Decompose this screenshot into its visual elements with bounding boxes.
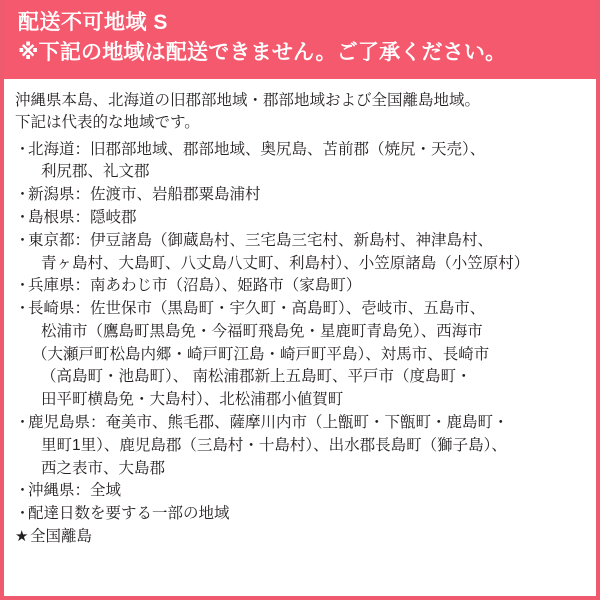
list-item-line: 田平町横島免・大島村）、北松浦郡小値賀町 — [41, 391, 344, 409]
list-item-text-nagasaki — [28, 298, 586, 412]
dot-bullet-icon: ・ — [15, 186, 31, 204]
list-item-line: （大瀬戸町松島内郷・崎戸町江島・崎戸町平島）、対馬市、長崎市 — [32, 345, 490, 363]
dot-bullet-icon: ・ — [15, 140, 31, 158]
list-item-line: 配達日数を要する一部の地域 — [28, 505, 230, 523]
list-item-line: 松浦市（鷹島町黒島免・今福町飛島免・星鹿町青島免）、西海市 — [41, 322, 483, 340]
list-item-text-hokkaido — [28, 139, 586, 185]
list-item-text-okinawa — [28, 480, 586, 503]
notice-header — [4, 0, 596, 79]
page-title: 配送不可地域 S — [18, 11, 168, 34]
region-list — [15, 139, 586, 526]
star-bullet-icon: ★ — [15, 527, 29, 545]
dot-bullet-icon: ・ — [15, 414, 31, 431]
list-item — [15, 275, 586, 298]
list-item-line: 北海道：旧郡部地域、郡部地域、奥尻島、苫前郡（焼尻・天売）、 — [28, 140, 486, 158]
list-item-text-extra-days — [28, 503, 586, 526]
list-item-text-kagoshima — [28, 412, 586, 480]
dot-bullet-icon: ・ — [15, 482, 31, 500]
dot-bullet-icon: ・ — [15, 277, 31, 295]
list-item-text-shimane — [28, 207, 586, 230]
list-item — [15, 480, 586, 503]
list-item — [15, 412, 586, 480]
list-item — [15, 139, 586, 185]
list-item-line: 兵庫県：南あわじ市（沼島）、姫路市（家島町） — [28, 277, 362, 295]
list-item-line: 利尻郡、礼文郡 — [41, 163, 150, 181]
intro-line-2: 下記は代表的な地域です。 — [15, 114, 200, 132]
list-item — [15, 230, 586, 276]
list-item-text-tokyo — [28, 230, 586, 276]
dot-bullet-icon: ・ — [15, 300, 31, 318]
dot-bullet-icon: ・ — [15, 505, 31, 523]
list-item — [15, 298, 586, 412]
page-subtitle: ※下記の地域は配送できません。ご了承ください。 — [18, 41, 507, 65]
list-item-line: （高島町・池島町）、 南松浦郡新上五島町、平戸市（度島町・ — [41, 368, 472, 386]
list-item-line: 長崎県：佐世保市（黒島町・宇久町・高島町）、壱岐市、五島市、 — [28, 300, 486, 318]
dot-bullet-icon: ・ — [15, 231, 31, 249]
list-item-line: 西之表市、大島郡 — [41, 459, 166, 477]
intro-paragraph — [15, 90, 586, 135]
list-item-line: 鹿児島県：奄美市、熊毛郡、薩摩川内市（上甑町・下甑町・鹿島町・ — [28, 414, 509, 431]
footer-note-label: 全国離島 — [30, 527, 93, 545]
list-item-line: 島根県：隠岐郡 — [28, 208, 137, 226]
footer-note — [15, 526, 586, 549]
list-item-line: 東京都：伊豆諸島（御蔵島村、三宅島三宅村、新島村、神津島村、 — [28, 231, 494, 249]
list-item-line: 沖縄県：全域 — [28, 482, 122, 500]
list-item-text-niigata — [28, 184, 586, 207]
list-item — [15, 207, 586, 230]
list-item-line: 里町1里）、鹿児島郡（三島村・十島村）、出水郡長島町（獅子島）、 — [41, 436, 507, 454]
intro-line-1: 沖縄県本島、北海道の旧郡部地域・郡部地域および全国離島地域。 — [15, 91, 481, 109]
list-item-text-hyogo — [28, 275, 586, 298]
dot-bullet-icon: ・ — [15, 208, 31, 226]
list-item-line: 青ヶ島村、大島町、八丈島八丈町、利島村）、小笠原諸島（小笠原村） — [41, 254, 530, 272]
list-item — [15, 503, 586, 526]
notice-body — [4, 79, 596, 549]
list-item — [15, 184, 586, 207]
list-item-line: 新潟県：佐渡市、岩船郡粟島浦村 — [28, 186, 261, 204]
